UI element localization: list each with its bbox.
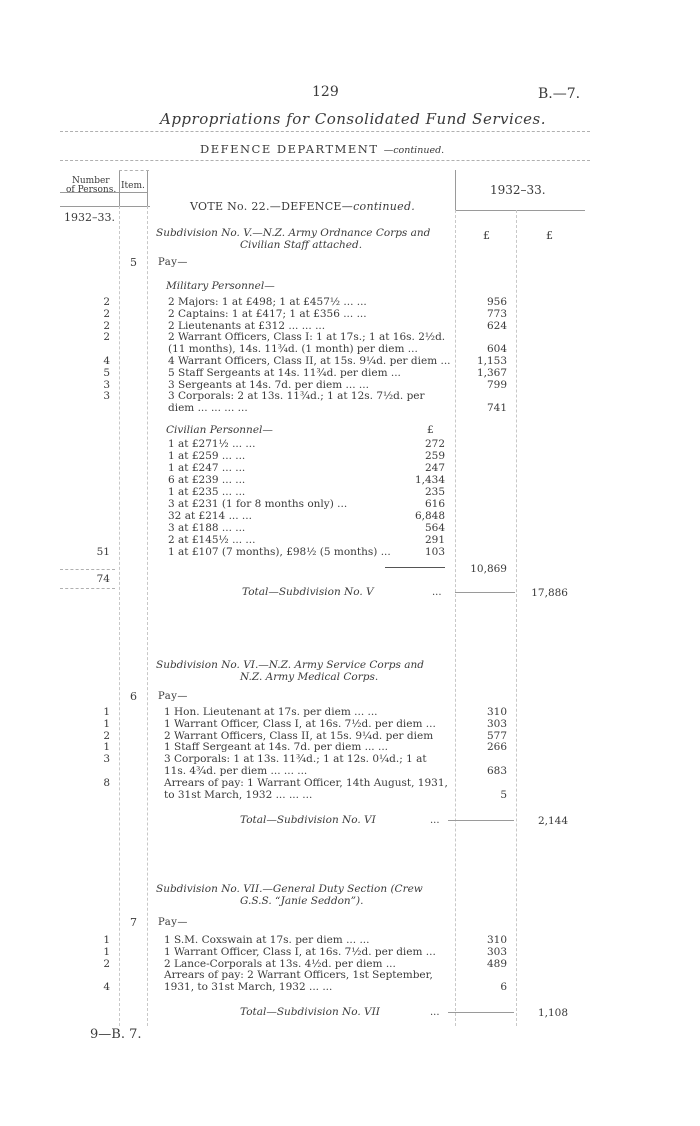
- line-item-amount: 1,434: [414, 474, 445, 486]
- line-item-text: 32 at £214 ... ...: [168, 510, 252, 522]
- person-count: 1: [103, 945, 110, 958]
- person-count: 3: [103, 390, 110, 403]
- total-rule: [448, 1012, 514, 1013]
- person-count: 2: [103, 319, 110, 332]
- column-divider: [119, 206, 120, 1026]
- line-item-text: diem ... ... ... ...: [168, 402, 248, 415]
- person-count: 3: [103, 378, 110, 391]
- line-item-amount: 1,367: [476, 366, 507, 379]
- person-count: 2: [103, 307, 110, 320]
- line-item-amount: 956: [486, 296, 507, 308]
- department-title: [200, 142, 444, 156]
- person-count: 3: [103, 753, 110, 766]
- department-continued: —continued.: [383, 145, 445, 156]
- line-item-text: Arrears of pay: 2 Warrant Officers, 1st September,: [164, 969, 433, 982]
- line-item-amount: 1,153: [476, 355, 507, 367]
- header-rule: [455, 210, 585, 211]
- line-item-text: 2 Majors: 1 at £498; 1 at £457½ ... ...: [168, 296, 367, 308]
- line-item-text: 2 Warrant Officers, Class II, at 15s. 9¼d. per diem: [164, 729, 434, 742]
- column-divider: [147, 206, 148, 1026]
- person-count: 2: [103, 296, 110, 308]
- department-rule: [60, 160, 590, 161]
- pound-sign: £: [427, 424, 434, 436]
- person-count: 4: [103, 981, 110, 994]
- person-count: 1: [103, 934, 110, 946]
- line-item-text: 1 Warrant Officer, Class I, at 16s. 7½d. per diem ...: [164, 717, 436, 730]
- line-item-amount: 564: [424, 522, 445, 534]
- subtotal-rule: [385, 567, 445, 568]
- subdivision-5-title-cont: Civilian Staff attached.: [240, 239, 363, 251]
- vote-title: [190, 200, 415, 213]
- total-leader-dots: ...: [430, 815, 440, 826]
- column-divider: [147, 170, 148, 206]
- line-item-text: 4 Warrant Officers, Class II, at 15s. 9¼d. per diem ...: [168, 355, 451, 367]
- line-item-amount: 489: [486, 957, 507, 970]
- line-item-amount: 624: [486, 319, 507, 332]
- total-rule: [455, 592, 515, 593]
- line-item-amount: 235: [424, 486, 445, 498]
- header-rule: [60, 206, 150, 207]
- line-item-text: 2 at £145½ ... ...: [168, 534, 256, 546]
- subdivision-5-title: Subdivision No. V.—N.Z. Army Ordnance Corps and: [156, 227, 431, 239]
- year-column-header: 1932–33.: [490, 183, 546, 197]
- person-count: 2: [103, 957, 110, 970]
- subdivision-6-total: 2,144: [537, 815, 568, 827]
- subdivision-5-total-label: Total—Subdivision No. V: [242, 586, 374, 598]
- subdivision-7-title-cont: G.S.S. “Janie Seddon”).: [240, 895, 364, 907]
- pay-label: Pay—: [158, 917, 188, 928]
- person-count: 51: [96, 546, 110, 558]
- pay-label: Pay—: [158, 257, 188, 268]
- vote-continued: —continued.: [341, 200, 416, 213]
- department-name: DEFENCE DEPARTMENT: [200, 142, 379, 156]
- person-count: 2: [103, 729, 110, 742]
- page-heading: Appropriations for Consolidated Fund Services.: [160, 110, 547, 128]
- line-item-amount: 683: [486, 765, 507, 777]
- column-divider: [455, 210, 456, 1026]
- line-item-text: 3 at £231 (1 for 8 months only) ...: [168, 498, 348, 510]
- line-item-amount: 103: [424, 546, 445, 558]
- line-item-text: 11s. 4¾d. per diem ... ... ...: [164, 765, 308, 777]
- item-number: 5: [130, 256, 137, 269]
- total-leader-dots: ...: [430, 1007, 440, 1018]
- line-item-amount: 259: [424, 450, 445, 462]
- person-count: 1: [103, 717, 110, 730]
- line-item-text: 1 Staff Sergeant at 14s. 7d. per diem ... ...: [164, 741, 388, 754]
- line-item-amount: 310: [486, 706, 507, 718]
- line-item-text: 2 Lieutenants at £312 ... ... ...: [168, 319, 326, 332]
- document-reference: B.—7.: [538, 86, 581, 102]
- line-item-text: Arrears of pay: 1 Warrant Officer, 14th August, 1931,: [164, 776, 448, 789]
- person-count: 2: [103, 331, 110, 344]
- line-item-amount: 310: [486, 934, 507, 946]
- line-item-text: 5 Staff Sergeants at 14s. 11¾d. per diem ...: [168, 366, 401, 379]
- line-item-amount: 247: [424, 462, 445, 474]
- column-divider: [516, 210, 517, 1026]
- military-personnel-heading: Military Personnel—: [166, 280, 275, 292]
- line-item-amount: 291: [424, 534, 445, 546]
- line-item-text: 1 S.M. Coxswain at 17s. per diem ... ...: [164, 934, 370, 946]
- line-item-amount: 272: [424, 438, 445, 450]
- line-item-amount: 577: [486, 729, 507, 742]
- total-leader-dots: ...: [432, 587, 442, 598]
- subdivision-7-title: Subdivision No. VII.—General Duty Section (Crew: [156, 883, 423, 895]
- subdivision-7-total: 1,108: [537, 1007, 568, 1019]
- line-item-text: to 31st March, 1932 ... ... ...: [164, 788, 313, 801]
- line-item-amount: 773: [486, 307, 507, 320]
- line-item-text: 3 Sergeants at 14s. 7d. per diem ... ...: [168, 378, 369, 391]
- persons-header-line2: of Persons.: [66, 185, 117, 195]
- person-count: 8: [103, 776, 110, 789]
- line-item-text: 1 at £107 (7 months), £98½ (5 months) ...: [168, 546, 391, 558]
- subdivision-6-title-cont: N.Z. Army Medical Corps.: [240, 671, 379, 683]
- persons-header-line1: Number: [72, 176, 110, 186]
- item-number: 6: [130, 690, 137, 703]
- person-count: 4: [103, 355, 110, 367]
- vote-name: VOTE No. 22.—DEFENCE: [190, 200, 342, 213]
- subdivision-5-total: 17,886: [531, 587, 568, 599]
- subdivision-7-total-label: Total—Subdivision No. VII: [240, 1006, 380, 1018]
- line-item-text: 1931, to 31st March, 1932 ... ...: [164, 981, 333, 994]
- person-count: 1: [103, 706, 110, 718]
- persons-total: 74: [96, 573, 110, 585]
- line-item-text: 2 Captains: 1 at £417; 1 at £356 ... ...: [168, 307, 367, 320]
- person-count: 1: [103, 741, 110, 754]
- pay-label: Pay—: [158, 691, 188, 702]
- line-item-text: 1 at £259 ... ...: [168, 450, 246, 462]
- line-item-amount: 303: [486, 717, 507, 730]
- line-item-amount: 6,848: [414, 510, 445, 522]
- page-footer: 9—B. 7.: [90, 1027, 142, 1042]
- line-item-text: (11 months), 14s. 11¾d. (1 month) per diem ...: [168, 343, 418, 356]
- line-item-text: 1 Hon. Lieutenant at 17s. per diem ... ...: [164, 706, 378, 718]
- item-header: Item.: [121, 181, 145, 191]
- line-item-amount: 616: [424, 498, 445, 510]
- line-item-amount: 741: [486, 402, 507, 415]
- person-count: 5: [103, 366, 110, 379]
- page-number: 129: [312, 84, 339, 100]
- line-item-text: 1 at £271½ ... ...: [168, 438, 256, 450]
- header-rule: [119, 170, 149, 171]
- line-item-text: 3 Corporals: 2 at 13s. 11¾d.; 1 at 12s. 7½d. per: [168, 390, 425, 403]
- persons-rule: [60, 569, 115, 570]
- heading-rule: [60, 131, 590, 132]
- column-divider: [455, 170, 456, 210]
- civilian-subtotal: 10,869: [470, 563, 507, 575]
- line-item-text: 3 Corporals: 1 at 13s. 11¾d.; 1 at 12s. 0¼d.; 1 at: [164, 753, 427, 766]
- line-item-amount: 303: [486, 945, 507, 958]
- line-item-amount: 266: [486, 741, 507, 754]
- line-item-text: 2 Warrant Officers, Class I: 1 at 17s.; 1 at 16s. 2½d.: [168, 331, 446, 344]
- line-item-amount: 5: [500, 788, 507, 801]
- pound-sign: £: [483, 229, 490, 242]
- item-number: 7: [130, 916, 137, 929]
- line-item-amount: 799: [486, 378, 507, 391]
- line-item-text: 2 Lance-Corporals at 13s. 4½d. per diem ...: [164, 957, 396, 970]
- line-item-text: 1 Warrant Officer, Class I, at 16s. 7½d. per diem ...: [164, 945, 436, 958]
- persons-year-header: 1932–33.: [64, 211, 115, 224]
- column-divider: [119, 170, 120, 206]
- subdivision-6-total-label: Total—Subdivision No. VI: [240, 814, 376, 826]
- line-item-text: 1 at £235 ... ...: [168, 486, 246, 498]
- pound-sign: £: [546, 229, 553, 242]
- total-rule: [448, 820, 514, 821]
- line-item-amount: 6: [500, 981, 507, 994]
- line-item-text: 6 at £239 ... ...: [168, 474, 246, 486]
- civilian-personnel-heading: Civilian Personnel—: [166, 424, 273, 436]
- persons-rule: [60, 588, 115, 589]
- line-item-amount: 604: [486, 343, 507, 356]
- line-item-text: 1 at £247 ... ...: [168, 462, 246, 474]
- subdivision-6-title: Subdivision No. VI.—N.Z. Army Service Corps and: [156, 659, 424, 671]
- line-item-text: 3 at £188 ... ...: [168, 522, 246, 534]
